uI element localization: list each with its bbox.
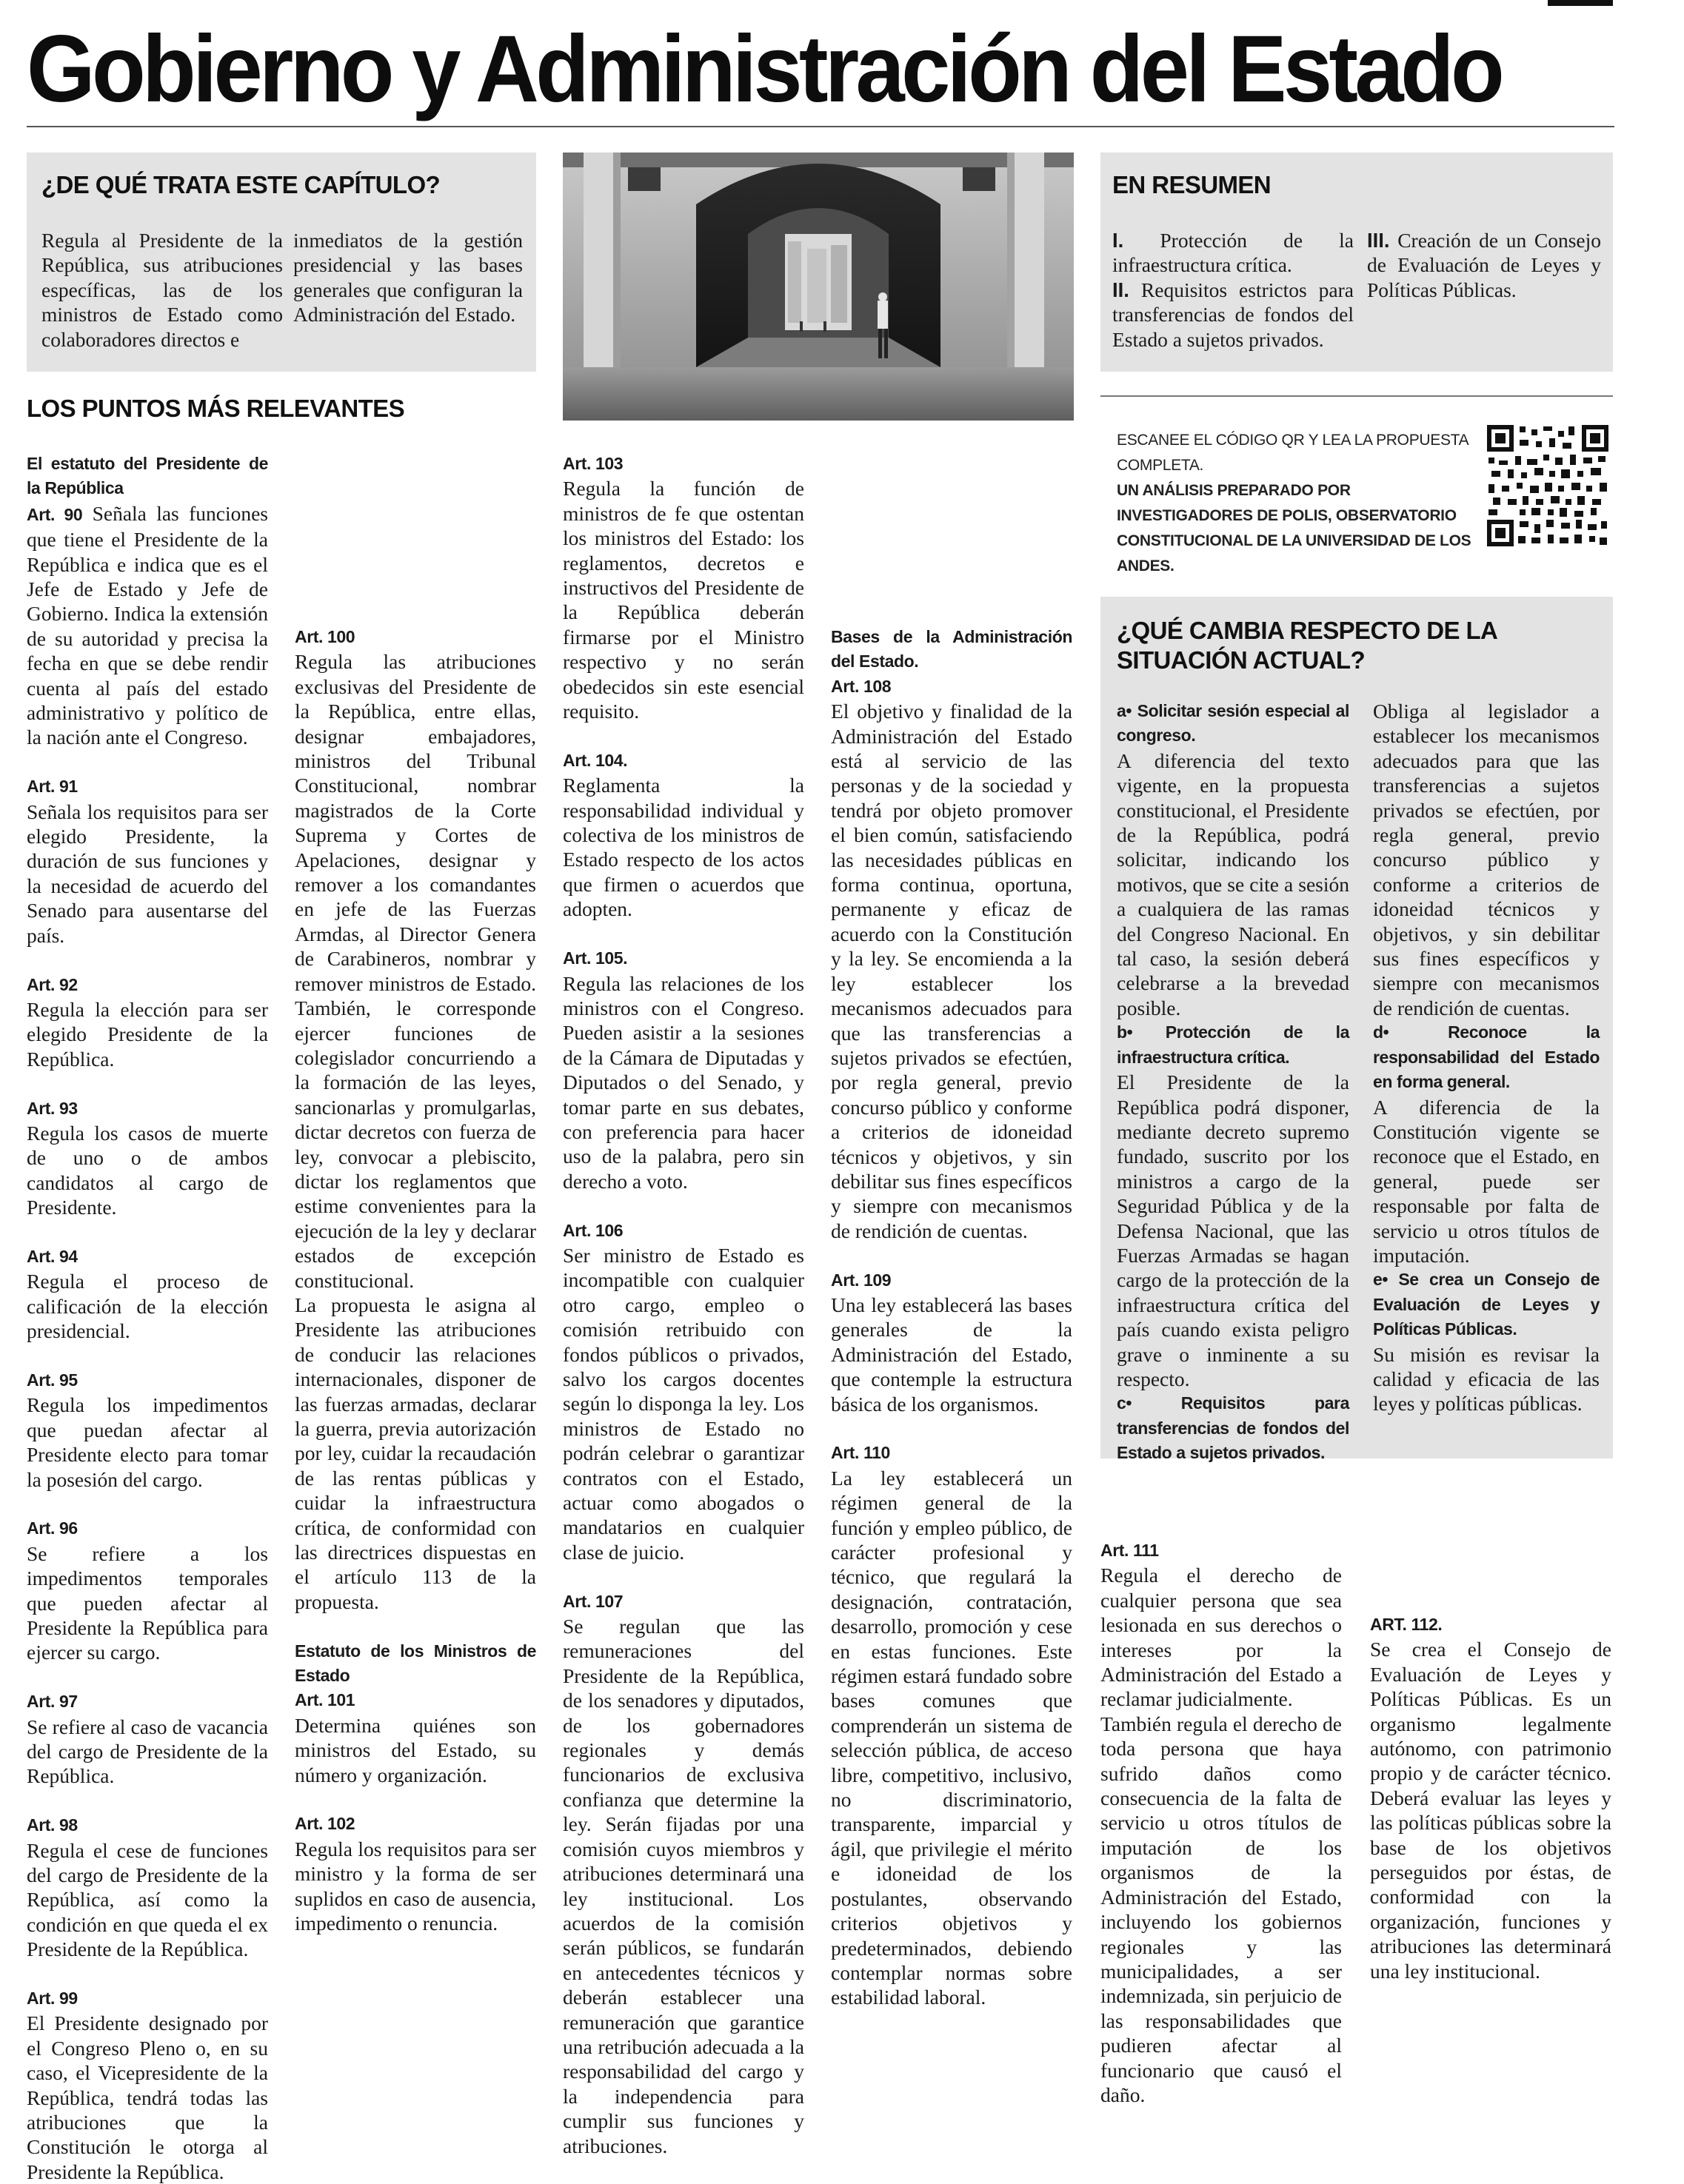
art-95-number: Art. 95 — [27, 1370, 78, 1390]
articles-column-1 — [27, 452, 268, 2184]
page-title: Gobierno y Administración del Estado — [27, 16, 1502, 122]
about-chapter-box — [27, 153, 536, 372]
art-100-text-2: La propuesta le asigna al Presidente las atribuciones de conducir las relaciones internacionales, disponer de las fuerzas armadas, declarar la guerra, previa autorización por ley, cuidar la recaudación de las rentas públicas y cuidar la infraestructura crítica, de conformidad con las directrices dispuestas en el artículo 113 de la propuesta. — [295, 1293, 536, 1613]
summary-box — [1100, 153, 1613, 372]
summary-divider — [1100, 395, 1613, 397]
art-90-number: Art. 90 — [27, 504, 83, 524]
section-heading-bases: Bases de la Administración del Estado. — [831, 627, 1072, 671]
art-106-text: Ser ministro de Estado es incompatible con cualquier otro cargo, empleo o comisión retribuido con fondos públicos o privados, salvo los cargos docentes según lo disponga la ley. Los ministros de Estado no podrán celebrar o garantizar contratos con el Estado, actuar como abogados o mandatarios en cualquier clase de juicio. — [563, 1243, 804, 1564]
changes-column-2 — [1373, 699, 1600, 1416]
articles-column-4 — [831, 625, 1072, 2010]
change-c-label: c• Requisitos para transferencias de fondos del Estado a sujetos privados. — [1117, 1393, 1349, 1463]
art-105-number: Art. 105. — [563, 948, 628, 968]
art-94-text: Regula el proceso de calificación de la elección presidencial. — [27, 1270, 268, 1343]
art-91-number: Art. 91 — [27, 777, 78, 797]
art-103-number: Art. 103 — [563, 454, 624, 473]
art-111-text: Regula el derecho de cualquier persona que sea lesionada en sus derechos o intereses por la Administración del Estado a reclamar judicialmente. — [1100, 1564, 1342, 1711]
summary-col1 — [1112, 228, 1354, 352]
qr-promo-text — [1117, 428, 1480, 579]
art-98-number: Art. 98 — [27, 1815, 78, 1835]
summary-item-2-num: II. — [1112, 278, 1129, 301]
palace-doorway-photo — [563, 153, 1074, 421]
art-111-number: Art. 111 — [1100, 1541, 1159, 1560]
art-107-number: Art. 107 — [563, 1591, 624, 1611]
qr-code[interactable] — [1487, 425, 1608, 546]
change-d-text: A diferencia de la Constitución vigente se reconoce que el Estado, en general, puede ser responsable por falta de servicio u otros títulos de imputación. — [1373, 1095, 1600, 1267]
top-corner-mark — [1548, 0, 1613, 6]
art-107-text: Se regulan que las remuneraciones del Presidente de la República, de los senadores y diputados, de los gobernadores regionales y demás funcionarios de exclusiva confianza que determine la ley. Serán fijadas por una comisión cuyos miembros y atribuciones determinará una ley institucional. Los acuerdos de la comisión serán públicos, se fundarán en antecedentes técnicos y deberán establecer una remuneración que garantice una retribución adecuada a la responsabilidad del cargo y la independencia para cumplir sus funciones y atribuciones. — [563, 1615, 804, 2157]
art-100-number: Art. 100 — [295, 627, 355, 646]
summary-item-2-text: Requisitos estrictos para transferencias de fondos del Estado a sujetos privados. — [1112, 278, 1354, 351]
art-108-text: El objetivo y finalidad de la Administración del Estado está al servicio de las personas y de la sociedad y tendrá por objeto promover el bien común, satisfaciendo las necesidades públicas en forma continua, oportuna, permanente y eficaz de acuerdo con la Constitución y la ley. Se encomienda a la ley establecer los mecanismos adecuados para que las transferencias a sujetos privados se efectúen, por regla general, previo concurso público y conforme a criterios de idoneidad técnicos y objetivos, y sin debilitar sus fines específicos y siempre con mecanismos de rendición de cuentas. — [831, 700, 1072, 1242]
summary-col2 — [1367, 228, 1601, 302]
change-e-label: e• Se crea un Consejo de Evaluación de Leyes y Políticas Públicas. — [1373, 1270, 1600, 1339]
qr-line1: ESCANEE EL CÓDIGO QR Y LEA LA PROPUESTA COMPLETA. — [1117, 432, 1469, 474]
art-96-text: Se refiere a los impedimentos temporales que pueden afectar al Presidente la República para ejercer su cargo. — [27, 1541, 268, 1664]
art-97-number: Art. 97 — [27, 1692, 78, 1712]
summary-item-3-text: Creación de un Consejo de Evaluación de Leyes y Políticas Públicas. — [1367, 229, 1602, 301]
art-101-text: Determina quiénes son ministros del Estado, su número y organización. — [295, 1713, 536, 1786]
section-heading-ministers: Estatuto de los Ministros de Estado — [295, 1641, 536, 1686]
art-96-number: Art. 96 — [27, 1518, 78, 1538]
change-e-text: Su misión es revisar la calidad y eficacia de las leyes y políticas públicas. — [1373, 1342, 1600, 1416]
art-104-text: Reglamenta la responsabilidad individual y colectiva de los ministros de Estado respecto de los actos que firmen o acuerdos que adopten. — [563, 774, 804, 921]
change-a-label: a• Solicitar sesión especial al congreso. — [1117, 701, 1349, 746]
change-b-label: b• Protección de la infraestructura crítica. — [1117, 1022, 1349, 1067]
art-103-text: Regula la función de ministros de fe que ostentan los ministros del Estado: los reglamentos, decretos e instructivos del Presidente de la República deberán firmarse por el Ministro respectivo y no serán obedecidos sin este esencial requisito. — [563, 477, 804, 723]
articles-column-6 — [1370, 1612, 1611, 1983]
section-heading-president: El estatuto del Presidente de la República — [27, 454, 268, 498]
relevant-heading: LOS PUNTOS MÁS RELEVANTES — [27, 395, 405, 422]
art-99-text: El Presidente designado por el Congreso Pleno o, en su caso, el Vicepresidente de la República, tendrá todas las atribuciones que la Constitución le otorga al Presidente la República. — [27, 2012, 268, 2183]
summary-item-3-num: III. — [1367, 229, 1390, 252]
art-93-text: Regula los casos de muerte de uno o de ambos candidatos al cargo de Presidente. — [27, 1121, 268, 1219]
art-90-text: Señala las funciones que tiene el Presidente de la República e indica que es el Jefe de Estado y Jefe de Gobierno. Indica la extensión de su autoridad y precisa la fecha en que se debe rendir cuenta al país del estado administrativo y político de la nación ante el Congreso. — [27, 501, 268, 749]
about-heading: ¿DE QUÉ TRATA ESTE CAPÍTULO? — [41, 171, 441, 198]
art-102-number: Art. 102 — [295, 1814, 355, 1834]
summary-heading: EN RESUMEN — [1112, 171, 1272, 198]
change-b-text: El Presidente de la República podrá disponer, mediante decreto supremo fundado, suscrito por los ministros a cargo de la Seguridad Pública y de la Defensa Nacional, que las Fuerzas Armadas se hagan cargo de la protección de la infraestructura crítica del país cuando exista peligro grave o inminente a su respecto. — [1117, 1071, 1349, 1390]
about-text-col2: inmediatos de la gestión presidencial y las bases generales que configuran la Administración del Estado. — [293, 229, 523, 326]
art-91-text: Señala los requisitos para ser elegido Presidente, la duración de sus funciones y la necesidad de acuerdo del Senado para ausentarse del país. — [27, 800, 268, 947]
title-rule — [27, 126, 1614, 127]
art-99-number: Art. 99 — [27, 1989, 78, 2009]
art-108-number: Art. 108 — [831, 676, 892, 696]
art-101-number: Art. 101 — [295, 1690, 355, 1710]
art-95-text: Regula los impedimentos que puedan afectar al Presidente electo para tomar la posesión del cargo. — [27, 1393, 268, 1491]
art-92-text: Regula la elección para ser elegido Presidente de la República. — [27, 997, 268, 1071]
art-97-text: Se refiere al caso de vacancia del cargo de Presidente de la República. — [27, 1715, 268, 1788]
summary-item-1-text: Protección de la infraestructura crítica. — [1112, 229, 1354, 277]
art-112-text: Se crea el Consejo de Evaluación de Leyes y Políticas Públicas. Es un organismo legalmente autónomo, con patrimonio propio y de carácter técnico. Deberá evaluar las leyes y las políticas públicas sobre la base de los objetivos perseguidos por éstas, de conformidad con la organización, funciones y atribuciones las determinará una ley institucional. — [1370, 1638, 1611, 1983]
art-92-number: Art. 92 — [27, 974, 78, 994]
art-100-text: Regula las atribuciones exclusivas del Presidente de la República, entre ellas, designar embajadores, ministros del Tribunal Constitucional, nombrar magistrados de la Corte Suprema y Cortes de Apelaciones, designar y remover a los comandantes en jefe de las Fuerzas Armdas, al Director Genera de Carabineros, nombrar y remover ministros de Estado. También, le corresponde ejercer funciones de colegislador concurriendo a la formación de las leyes, sancionarlas y promulgarlas, dictar decretos con fuerza de ley, convocar a plebiscito, dictar los reglamentos que estime convenientes para la ejecución de la ley y declarar estados de excepción constitucional. — [295, 650, 536, 1292]
changes-column-1 — [1117, 699, 1349, 1466]
changes-heading: ¿QUÉ CAMBIA RESPECTO DE LA SITUACIÓN ACTUAL? — [1117, 617, 1497, 674]
articles-column-3 — [563, 452, 804, 2158]
art-105-text: Regula las relaciones de los ministros con el Congreso. Pueden asistir a la sesiones de la Cámara de Diputadas y Diputados o del Senado, y tomar parte en sus debates, con preferencia para hacer uso de la palabra, pero sin derecho a voto. — [563, 971, 804, 1193]
art-110-number: Art. 110 — [831, 1443, 890, 1463]
changes-box — [1100, 597, 1613, 1463]
art-109-number: Art. 109 — [831, 1270, 892, 1290]
summary-item-1-num: I. — [1112, 229, 1124, 252]
articles-column-2 — [295, 625, 536, 1936]
art-104-number: Art. 104. — [563, 750, 628, 770]
art-112-number: ART. 112. — [1370, 1615, 1443, 1634]
art-98-text: Regula el cese de funciones del cargo de Presidente de la República, así como la condición en que queda el ex Presidente de la República. — [27, 1838, 268, 1961]
change-c-text: Obliga al legislador a establecer los mecanismos adecuados para que las transferencias a sujetos privados se efectúen, por regla general, previo concurso público y conforme a criterios de idoneidad técnicos y objetivos, y sin debilitar sus fines específicos y siempre con mecanismos de rendición de cuentas. — [1373, 700, 1600, 1019]
art-102-text: Regula los requisitos para ser ministro y la forma de ser suplidos en caso de ausencia, impedimento o renuncia. — [295, 1837, 536, 1935]
art-110-text: La ley establecerá un régimen general de la función y empleo público, de carácter profesional y técnico, que regulará la designación, contratación, desarrollo, promoción y cese en estas funciones. Este régimen estará fundado sobre bases comunes que comprenderán un sistema de selección pública, de acceso libre, competitivo, inclusivo, no discriminatorio, transparente, imparcial y ágil, que privilegie el mérito e idoneidad de los postulantes, observando criterios objetivos y predeterminados, debiendo contemplar normas sobre estabilidad laboral. — [831, 1466, 1072, 2009]
change-a-text: A diferencia del texto vigente, en la propuesta constitucional, el Presidente de la República, podrá solicitar, indicando los motivos, que se cite a sesión a cualquiera de las ramas del Congreso Nacional. En tal caso, la sesión deberá celebrarse a la brevedad posible. — [1117, 748, 1349, 1019]
art-109-text: Una ley establecerá las bases generales de la Administración del Estado, que contemple la estructura básica de los organismos. — [831, 1293, 1072, 1416]
photo-illustration — [563, 153, 1074, 421]
art-94-number: Art. 94 — [27, 1246, 78, 1266]
art-106-number: Art. 106 — [563, 1220, 624, 1240]
qr-code-image — [1487, 425, 1608, 546]
qr-line2: UN ANÁLISIS PREPARADO POR INVESTIGADORES DE POLIS, OBSERVATORIO CONSTITUCIONAL DE LA UNIVERSIDAD DE LOS ANDES. — [1117, 482, 1471, 575]
art-111-text-2: También regula el derecho de toda persona que haya sufrido daños como consecuencia de la falta de servicio u otros títulos de imputación de los organismos de la Administración del Estado, incluyendo los gobiernos regionales y las municipalidades, a ser indemnizada, sin perjuicio de las responsabilidades que pudieren afectar al funcionario que causó el daño. — [1100, 1712, 1342, 2106]
change-d-label: d• Reconoce la responsabilidad del Estado en forma general. — [1373, 1022, 1600, 1092]
art-93-number: Art. 93 — [27, 1098, 78, 1118]
articles-column-5 — [1100, 1538, 1342, 2107]
about-text-col1: Regula al Presidente de la República, sus atribuciones específicas, las de los ministros de Estado como colaboradores directos e — [41, 229, 283, 351]
